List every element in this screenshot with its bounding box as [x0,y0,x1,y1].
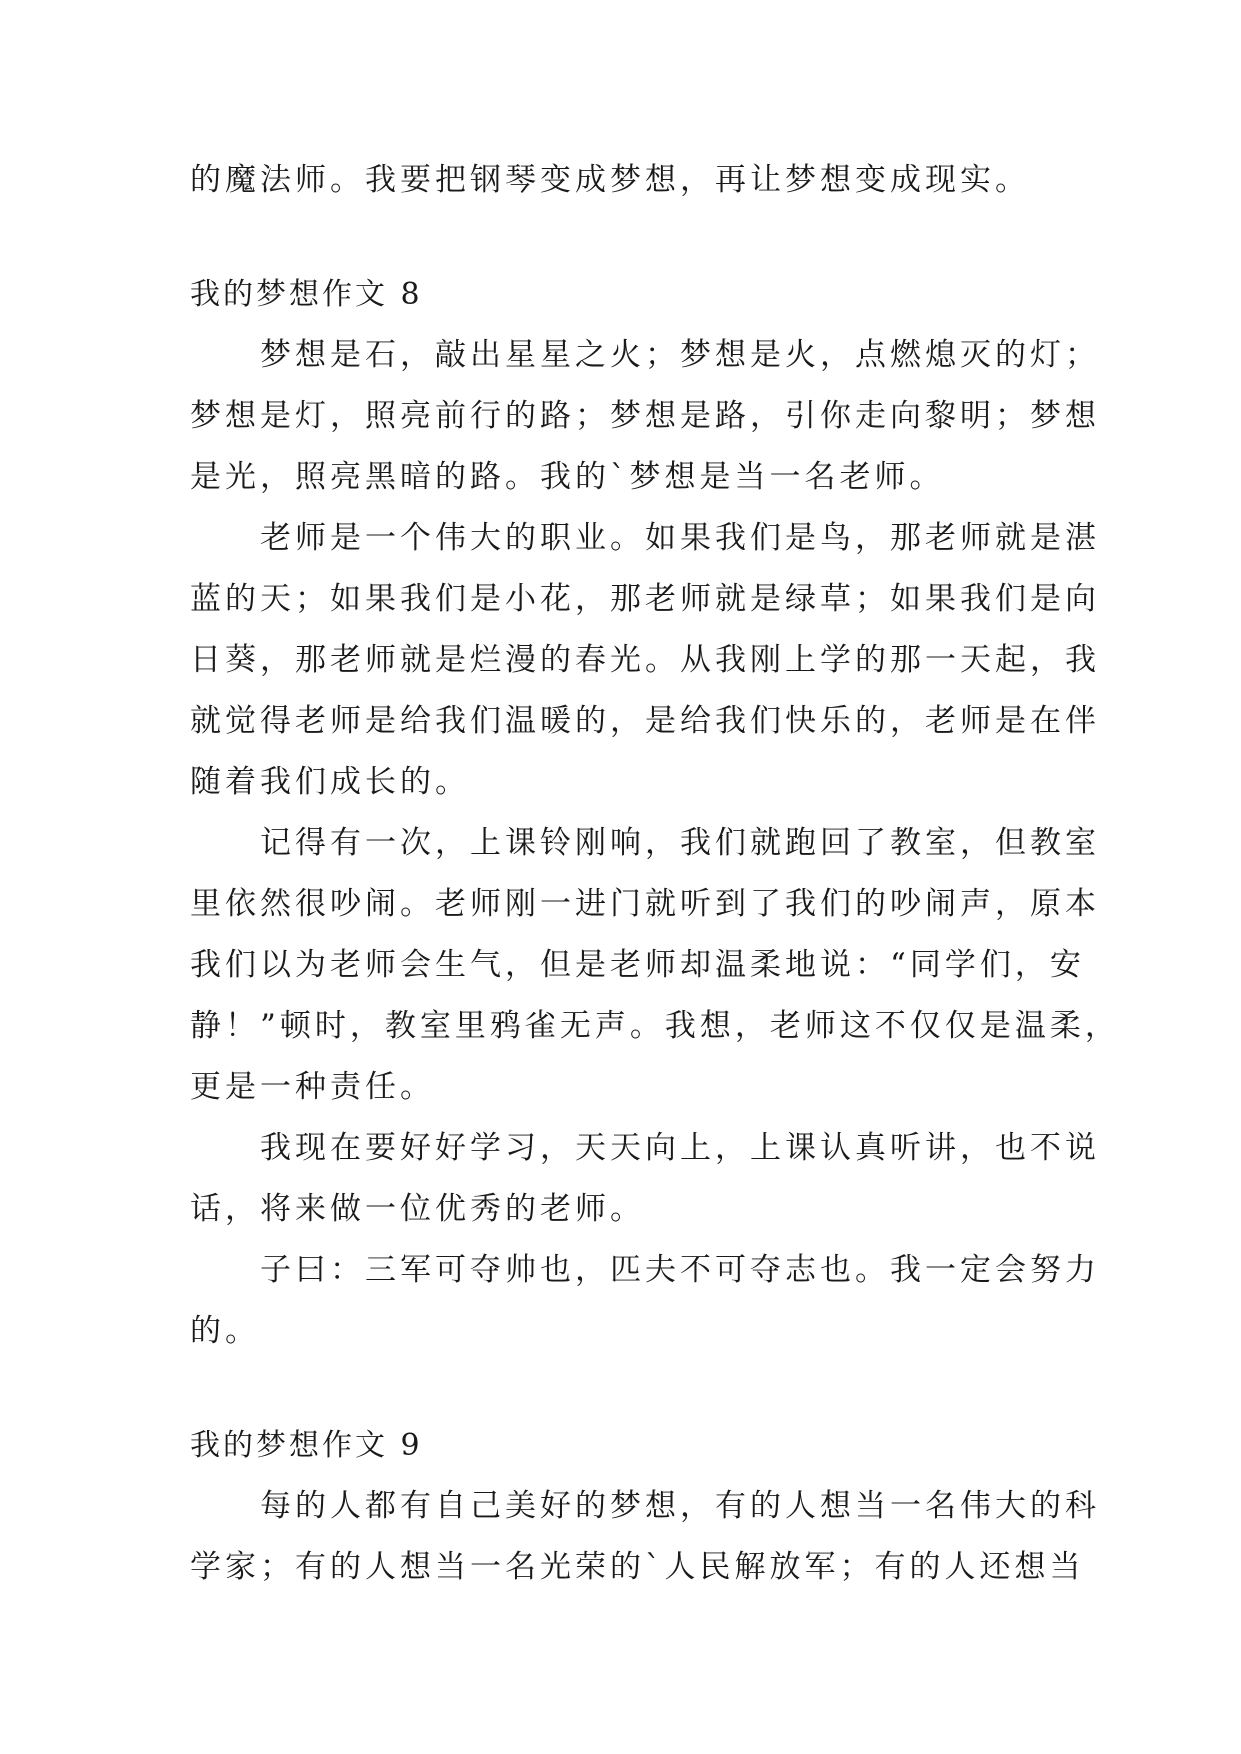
paragraph-line: 里依然很吵闹。老师刚一进门就听到了我们的吵闹声，原本 [190,886,1100,922]
paragraph-line: 随着我们成长的。 [190,764,470,800]
paragraph-line: 梦想是石，敲出星星之火；梦想是火，点燃熄灭的灯； [260,337,1100,373]
section-gap [190,1362,1050,1415]
paragraph-line: 的。 [190,1313,260,1349]
paragraph-line: 的魔法师。我要把钢琴变成梦想，再让梦想变成现实。 [190,162,1030,198]
paragraph-line: 梦想是灯，照亮前行的路；梦想是路，引你走向黎明；梦想 [190,398,1100,434]
paragraph-line: 子曰：三军可夺帅也，匹夫不可夺志也。我一定会努力 [260,1252,1100,1288]
paragraph-line: 记得有一次，上课铃刚响，我们就跑回了教室，但教室 [260,825,1100,861]
paragraph-line: 就觉得老师是给我们温暖的，是给我们快乐的，老师是在伴 [190,703,1100,739]
section-title-8: 我的梦想作文 8 [190,277,423,312]
paragraph-line: 话，将来做一位优秀的老师。 [190,1191,645,1227]
paragraph-line: 老师是一个伟大的职业。如果我们是鸟，那老师就是湛 [260,520,1100,556]
paragraph-line: 我们以为老师会生气，但是老师却温柔地说：“同学们，安 [190,947,1085,983]
paragraph-line: 我现在要好好学习，天天向上，上课认真听讲，也不说 [260,1130,1100,1166]
section-title-9: 我的梦想作文 9 [190,1428,423,1463]
paragraph-line: 是光，照亮黑暗的路。我的`梦想是当一名老师。 [190,459,945,495]
paragraph-line: 学家；有的人想当一名光荣的`人民解放军；有的人还想当 [190,1549,1085,1585]
paragraph-line: 蓝的天；如果我们是小花，那老师就是绿草；如果我们是向 [190,581,1100,617]
paragraph-line: 日葵，那老师就是烂漫的春光。从我刚上学的那一天起，我 [190,642,1100,678]
paragraph-line: 每的人都有自己美好的梦想，有的人想当一名伟大的科 [260,1488,1100,1524]
paragraph-line: 静！”顿时，教室里鸦雀无声。我想，老师这不仅仅是温柔， [190,1008,1120,1044]
document-page [190,150,1120,1598]
paragraph-line: 更是一种责任。 [190,1069,435,1105]
section-gap [190,211,1050,264]
